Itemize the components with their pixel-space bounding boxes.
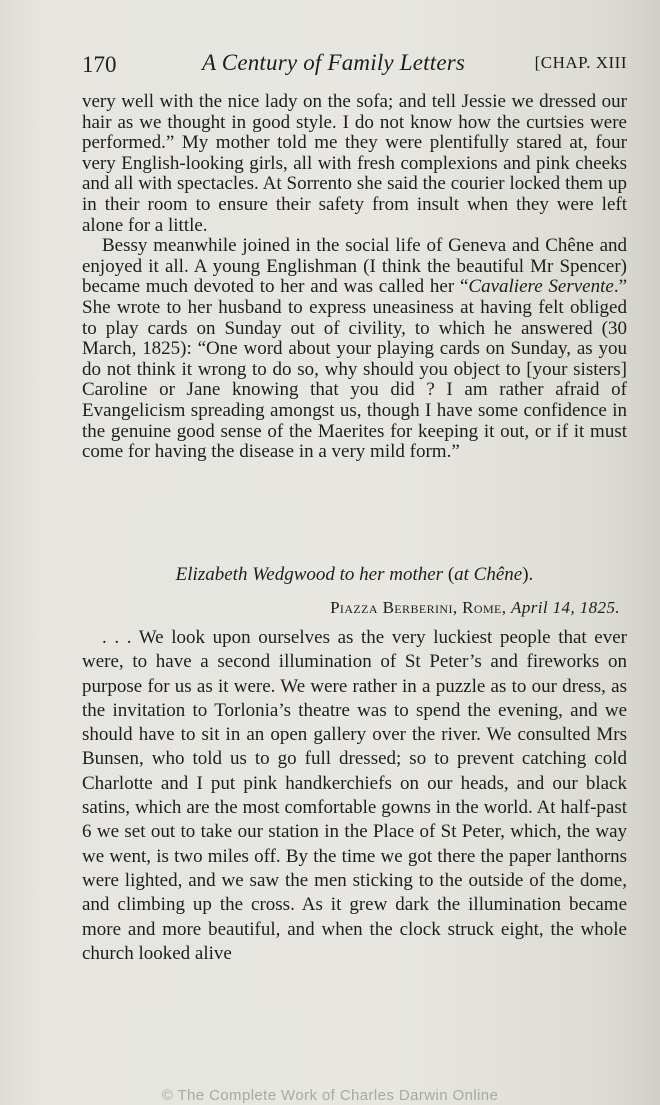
letter-heading-location: at Chêne <box>454 564 523 585</box>
chapter-label: [CHAP. XIII <box>534 53 627 72</box>
paragraph-bessy <box>82 236 627 463</box>
paragraph-continued: very well with the nice lady on the sofa; and tell Jessie we dressed our hair as we thought in good style. I do not know how the curtsies were performed.” My mother told me they were plentifully stared at, four very English-looking girls, all with fresh complexions and pink cheeks and all with spectacles. At Sorrento she said the courier locked them up in their room to ensure their safety from insult when they were left alone for a little. <box>82 91 627 236</box>
paragraph-bessy-part-b: .” She wrote to her husband to express uneasiness at having felt obliged to play cards on Sunday out of civility, to which he answered (30 March, 1825): “One word about your playing cards on Sunday, as you do not think it wrong to do so, why should you object to [your sisters] Caroline or Jane knowing that you did ? I am rather afraid of Evangelicism spreading amongst us, though I have some confidence in the genuine good sense of the Maerites for keeping it out, or if it must come for having the disease in a very mild form.” <box>82 276 627 463</box>
running-header <box>82 50 627 82</box>
letter-dateline <box>330 598 620 618</box>
letter-body: . . . We look upon ourselves as the very luckiest people that ever were, to have a second illumination of St Peter’s and fireworks on purpose for us as it were. We were rather in a puzzle as to our dress, as the invitation to Torlonia’s theatre was to spend the evening, and we should have to sit in an open gallery over the river. We consulted Mrs Bunsen, who told us to go full dressed; so to prevent catching cold Charlotte and I put pink handkerchiefs on our heads, and our black satins, which are the most comfortable gowns in the world. At half-past 6 we set out to take our station in the Place of St Peter, which, the way we went, is two miles off. By the time we got there the paper lanthorns were lighted, and we saw the men sticking to the outside of the dome, and climbing up the cross. As it grew dark the illumination became more and more beautiful, and when the clock struck eight, the whole church looked alive <box>82 627 627 964</box>
letter-heading <box>82 564 627 586</box>
letter-heading-author: Elizabeth Wedgwood to her mother <box>175 564 444 585</box>
text-block-upper <box>82 92 627 463</box>
text-block-letter <box>82 626 627 966</box>
running-title: A Century of Family Letters <box>202 50 466 75</box>
dateline-place: Piazza Berberini, Rome, <box>330 598 512 617</box>
letter-heading-paren-open: ( <box>443 564 455 585</box>
paragraph-bessy-part-a: Bessy meanwhile joined in the social life of Geneva and Chêne and enjoyed it all. A young Englishman (I think the beautiful Mr Spencer) became much devoted to her and was called her “ <box>82 235 627 298</box>
dateline-date: April 14, 1825. <box>511 598 620 617</box>
italic-phrase: Cavaliere Servente <box>468 276 614 298</box>
copyright-watermark: © The Complete Work of Charles Darwin Online <box>161 1087 499 1104</box>
page-number: 170 <box>82 52 117 77</box>
letter-heading-paren-close: ). <box>522 564 534 585</box>
